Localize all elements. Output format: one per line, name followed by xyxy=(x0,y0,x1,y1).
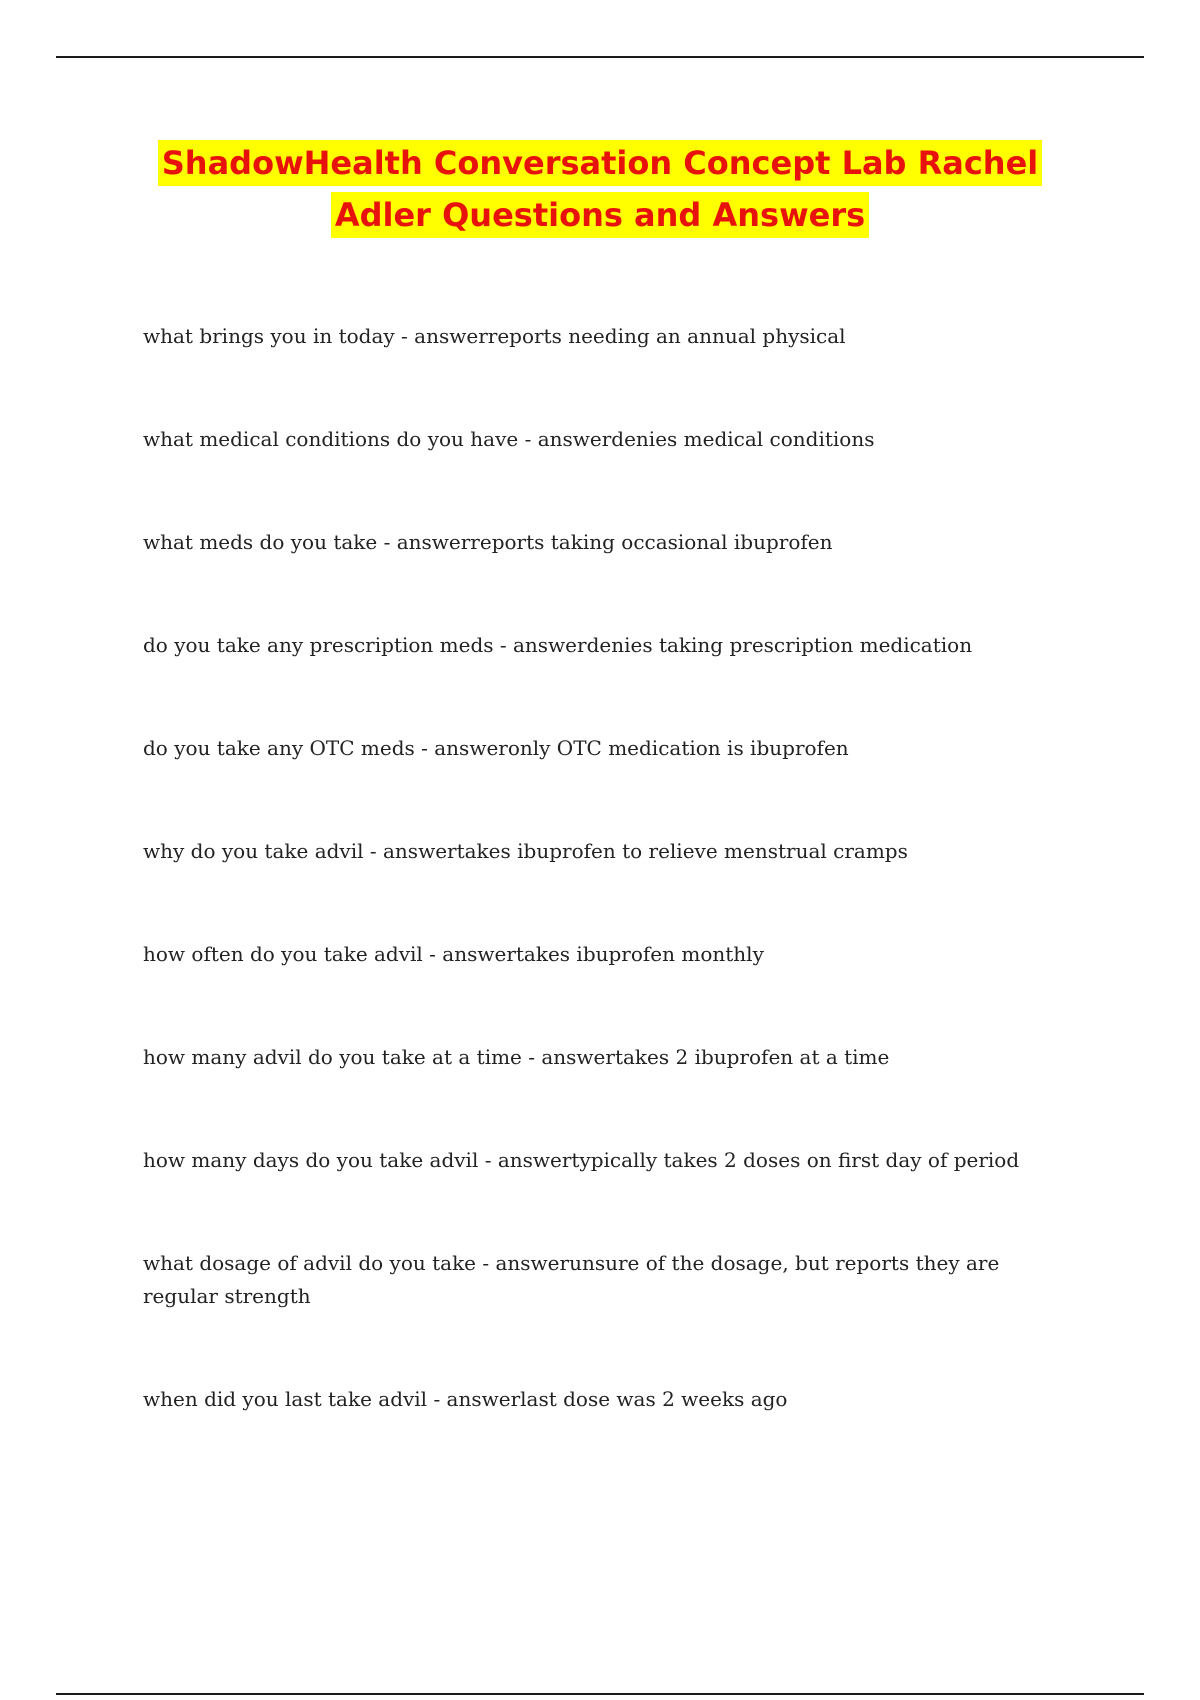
title-line-2: Adler Questions and Answers xyxy=(331,192,869,238)
document-title xyxy=(0,140,1200,244)
qa-item: do you take any prescription meds - answerdenies taking prescription medication xyxy=(143,633,973,657)
title-line-1: ShadowHealth Conversation Concept Lab Rachel xyxy=(158,140,1043,186)
qa-item: how many advil do you take at a time - answertakes 2 ibuprofen at a time xyxy=(143,1045,890,1069)
top-rule xyxy=(56,56,1144,58)
qa-item: what meds do you take - answerreports taking occasional ibuprofen xyxy=(143,530,833,554)
qa-item: when did you last take advil - answerlast dose was 2 weeks ago xyxy=(143,1387,788,1411)
qa-item: do you take any OTC meds - answeronly OTC medication is ibuprofen xyxy=(143,736,849,760)
qa-item: what medical conditions do you have - answerdenies medical conditions xyxy=(143,427,875,451)
qa-item: how often do you take advil - answertakes ibuprofen monthly xyxy=(143,942,764,966)
qa-item: how many days do you take advil - answertypically takes 2 doses on first day of period xyxy=(143,1148,1020,1172)
qa-item: what dosage of advil do you take - answerunsure of the dosage, but reports they are regular strength xyxy=(143,1251,1000,1308)
bottom-rule xyxy=(56,1693,1144,1695)
qa-list xyxy=(143,320,1043,1486)
qa-item: why do you take advil - answertakes ibuprofen to relieve menstrual cramps xyxy=(143,839,908,863)
qa-item: what brings you in today - answerreports needing an annual physical xyxy=(143,324,846,348)
